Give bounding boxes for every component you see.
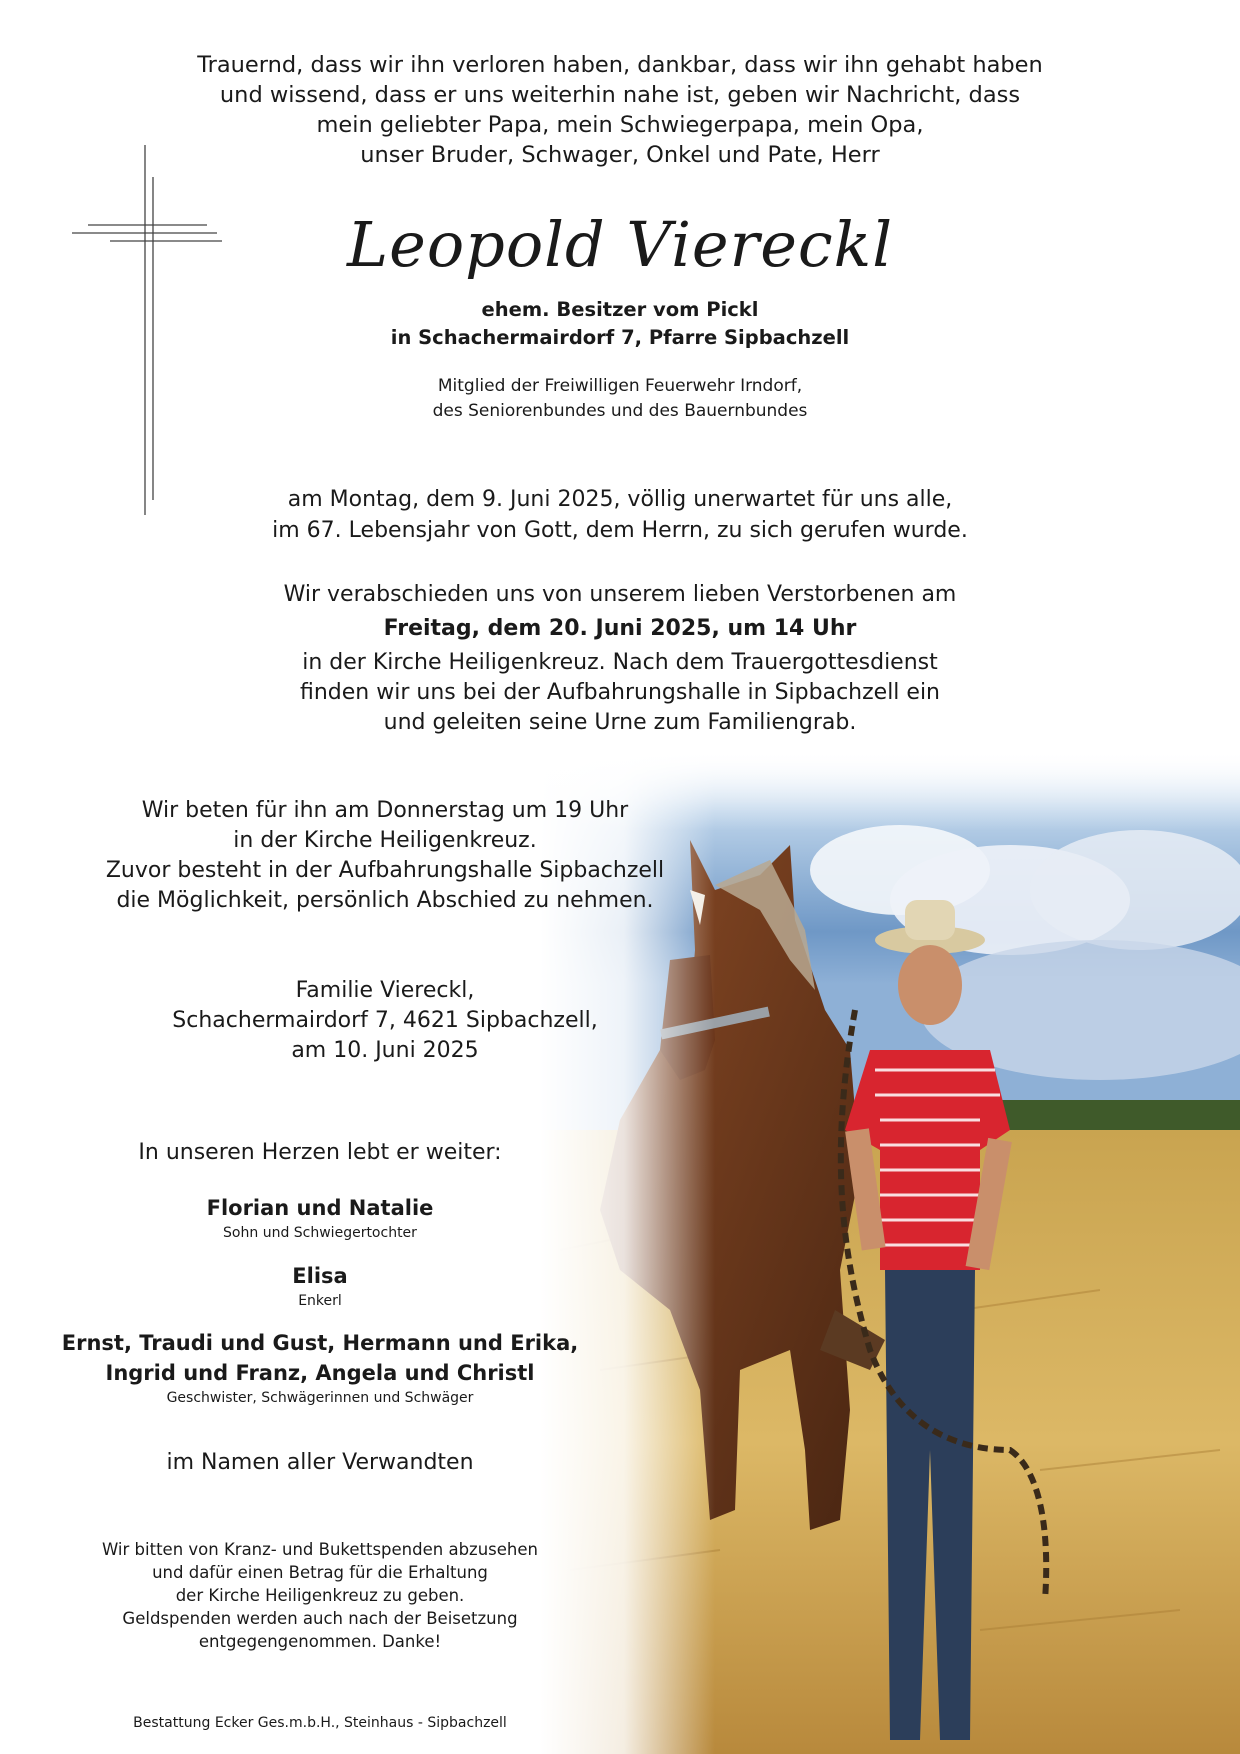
- survivor-relation: Enkerl: [298, 1293, 342, 1309]
- family-line: am 10. Juni 2025: [291, 1038, 479, 1063]
- membership-line: Mitglied der Freiwilligen Feuerwehr Irndorf,: [437, 376, 803, 396]
- prayer-line: Wir beten für ihn am Donnerstag um 19 Uhr: [141, 798, 629, 823]
- donation-line: Wir bitten von Kranz- und Bukettspenden abzusehen: [101, 1540, 538, 1559]
- prayer-notice: [80, 796, 690, 916]
- subtitle-line: in Schachermairdorf 7, Pfarre Sipbachzell: [390, 326, 850, 349]
- death-notice-line: im 67. Lebensjahr von Gott, dem Herrn, zu sich gerufen wurde.: [272, 518, 968, 543]
- survivor-group: [60, 1193, 580, 1243]
- survivor-names: Elisa: [292, 1264, 348, 1288]
- donation-notice: [50, 1538, 590, 1653]
- donation-line: der Kirche Heiligenkreuz zu geben.: [175, 1586, 465, 1605]
- donation-line: und dafür einen Betrag für die Erhaltung: [152, 1563, 488, 1582]
- farewell-detail: und geleiten seine Urne zum Familiengrab.: [383, 710, 857, 735]
- farewell-intro: Wir verabschieden uns von unserem lieben Verstorbenen am: [283, 582, 957, 607]
- membership-line: des Seniorenbundes und des Bauernbundes: [432, 401, 808, 421]
- intro-line: Trauernd, dass wir ihn verloren haben, dankbar, dass wir ihn gehabt haben: [197, 52, 1043, 78]
- deceased-subtitle: [300, 296, 940, 352]
- family-line: Schachermairdorf 7, 4621 Sipbachzell,: [172, 1008, 598, 1033]
- cross-icon: [72, 145, 222, 515]
- membership-text: [300, 374, 940, 424]
- intro-line: mein geliebter Papa, mein Schwiegerpapa, mein Opa,: [316, 112, 924, 138]
- farewell-date: Freitag, dem 20. Juni 2025, um 14 Uhr: [383, 616, 857, 641]
- farewell-section: [220, 580, 1020, 738]
- subtitle-line: ehem. Besitzer vom Pickl: [481, 298, 759, 321]
- death-notice: [220, 484, 1020, 546]
- intro-text: [150, 50, 1090, 170]
- deceased-name: Leopold Viereckl: [346, 208, 894, 281]
- donation-line: Geldspenden werden auch nach der Beisetzung: [122, 1609, 518, 1628]
- farewell-detail: finden wir uns bei der Aufbahrungshalle in Sipbachzell ein: [300, 680, 940, 705]
- survivors-closing: im Namen aller Verwandten: [166, 1450, 474, 1475]
- survivor-names: Ernst, Traudi und Gust, Hermann und Erika,: [61, 1331, 579, 1355]
- family-line: Familie Viereckl,: [295, 978, 475, 1003]
- survivor-group: [60, 1261, 580, 1311]
- death-notice-line: am Montag, dem 9. Juni 2025, völlig unerwartet für uns alle,: [287, 487, 953, 512]
- farewell-detail: in der Kirche Heiligenkreuz. Nach dem Trauergottesdienst: [302, 650, 938, 675]
- survivor-group: [40, 1328, 600, 1408]
- prayer-line: in der Kirche Heiligenkreuz.: [233, 828, 537, 853]
- survivor-relation: Geschwister, Schwägerinnen und Schwäger: [166, 1390, 474, 1406]
- survivor-names: Ingrid und Franz, Angela und Christl: [105, 1361, 535, 1385]
- intro-line: unser Bruder, Schwager, Onkel und Pate, Herr: [360, 142, 880, 168]
- family-signature: [100, 976, 670, 1066]
- survivors-heading: In unseren Herzen lebt er weiter:: [138, 1140, 502, 1165]
- donation-line: entgegengenommen. Danke!: [198, 1632, 442, 1651]
- prayer-line: die Möglichkeit, persönlich Abschied zu nehmen.: [116, 888, 654, 913]
- survivor-names: Florian und Natalie: [206, 1196, 434, 1220]
- survivor-relation: Sohn und Schwiegertochter: [223, 1225, 417, 1241]
- prayer-line: Zuvor besteht in der Aufbahrungshalle Sipbachzell: [105, 858, 665, 883]
- intro-line: und wissend, dass er uns weiterhin nahe ist, geben wir Nachricht, dass: [219, 82, 1021, 108]
- funeral-home: Bestattung Ecker Ges.m.b.H., Steinhaus - Sipbachzell: [133, 1715, 507, 1731]
